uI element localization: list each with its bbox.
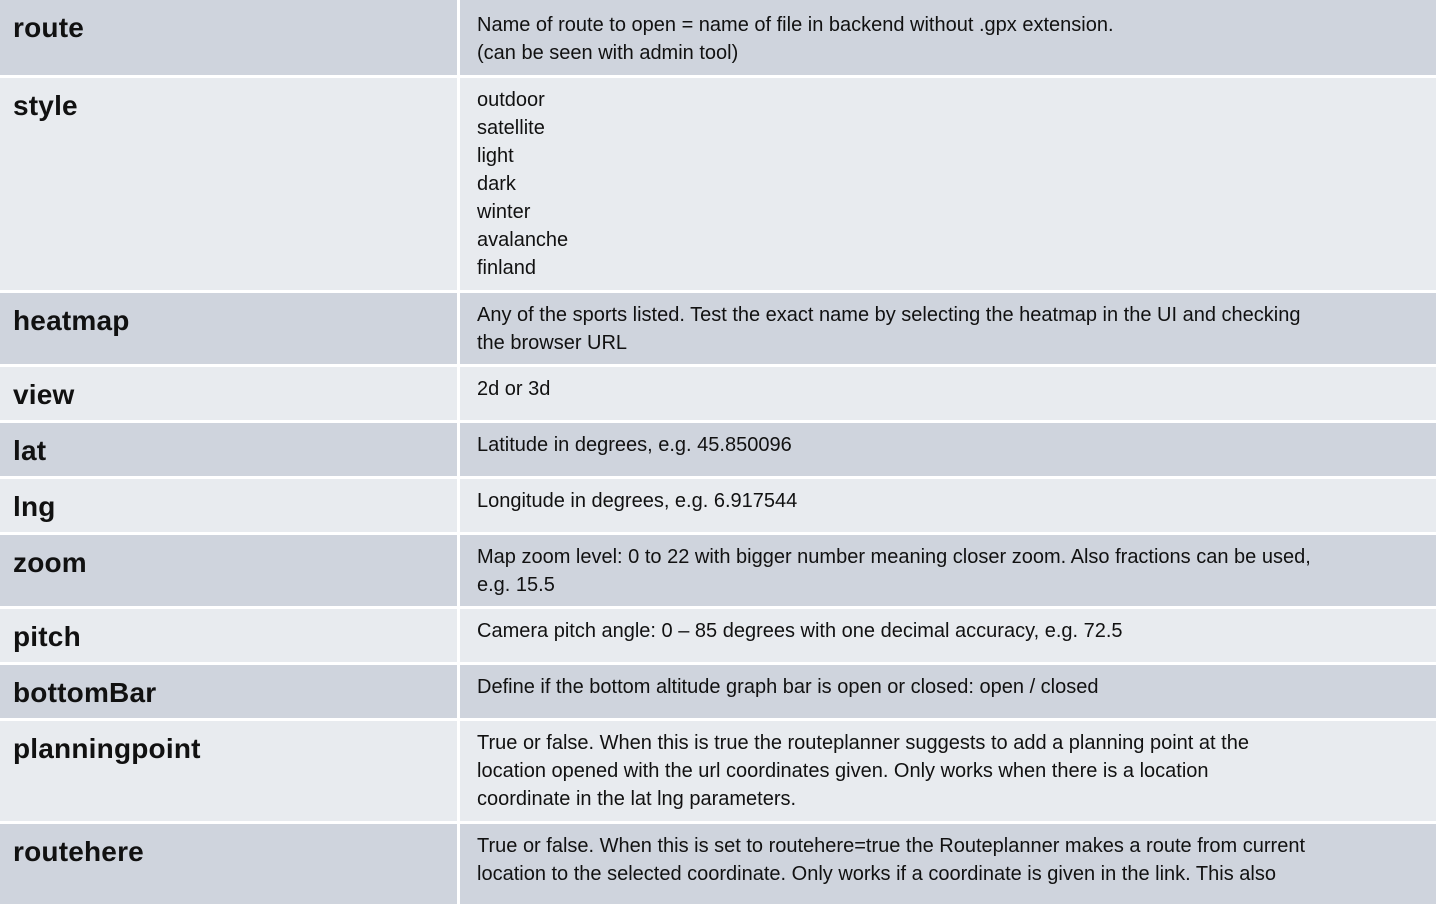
description-line: (can be seen with admin tool) — [477, 42, 739, 64]
description-line: finland — [477, 257, 536, 279]
param-name: heatmap — [0, 293, 460, 364]
description-line: 2d or 3d — [477, 378, 551, 400]
description-line: True or false. When this is true the routeplanner suggests to add a planning point at the — [477, 732, 1249, 754]
param-name: style — [0, 78, 460, 290]
param-name: view — [0, 367, 460, 420]
description-line: Camera pitch angle: 0 – 85 degrees with one decimal accuracy, e.g. 72.5 — [477, 620, 1123, 642]
description-line: outdoor — [477, 89, 545, 111]
param-description — [460, 721, 1436, 821]
description-line: Longitude in degrees, e.g. 6.917544 — [477, 490, 798, 512]
param-name: routehere — [0, 824, 460, 904]
table-row — [0, 367, 1436, 423]
param-description — [460, 78, 1436, 290]
param-name: lat — [0, 423, 460, 476]
param-name: bottomBar — [0, 665, 460, 718]
param-description — [460, 479, 1436, 532]
param-description — [460, 0, 1436, 75]
description-line: light — [477, 145, 514, 167]
param-description — [460, 367, 1436, 420]
param-name: route — [0, 0, 460, 75]
description-line: coordinate in the lat lng parameters. — [477, 788, 797, 810]
table-row — [0, 479, 1436, 535]
table-row — [0, 665, 1436, 721]
description-line: winter — [477, 201, 531, 223]
description-line: e.g. 15.5 — [477, 574, 555, 596]
table-row — [0, 293, 1436, 367]
param-description — [460, 423, 1436, 476]
description-line: Name of route to open = name of file in backend without .gpx extension. — [477, 14, 1114, 36]
param-description — [460, 293, 1436, 364]
description-line: Any of the sports listed. Test the exact name by selecting the heatmap in the UI and checking — [477, 304, 1301, 326]
param-name: lng — [0, 479, 460, 532]
description-line: Define if the bottom altitude graph bar is open or closed: open / closed — [477, 676, 1099, 698]
description-line: the browser URL — [477, 332, 628, 354]
param-description — [460, 535, 1436, 606]
param-name: pitch — [0, 609, 460, 662]
param-description — [460, 609, 1436, 662]
param-description — [460, 824, 1436, 904]
param-name: planningpoint — [0, 721, 460, 821]
table-row — [0, 609, 1436, 665]
param-name: zoom — [0, 535, 460, 606]
description-line: avalanche — [477, 229, 569, 251]
description-line: dark — [477, 173, 516, 195]
description-line: location to the selected coordinate. Only works if a coordinate is given in the link. This also — [477, 863, 1276, 885]
table-row — [0, 535, 1436, 609]
table-row — [0, 721, 1436, 824]
table-row — [0, 423, 1436, 479]
description-line: Latitude in degrees, e.g. 45.850096 — [477, 434, 792, 456]
description-line: Map zoom level: 0 to 22 with bigger number meaning closer zoom. Also fractions can be used, — [477, 546, 1311, 568]
description-line: satellite — [477, 117, 545, 139]
description-line: location opened with the url coordinates given. Only works when there is a location — [477, 760, 1209, 782]
param-description — [460, 665, 1436, 718]
description-line: True or false. When this is set to routehere=true the Routeplanner makes a route from current — [477, 835, 1305, 857]
table-row — [0, 78, 1436, 293]
table-row — [0, 824, 1436, 904]
table-row — [0, 0, 1436, 78]
